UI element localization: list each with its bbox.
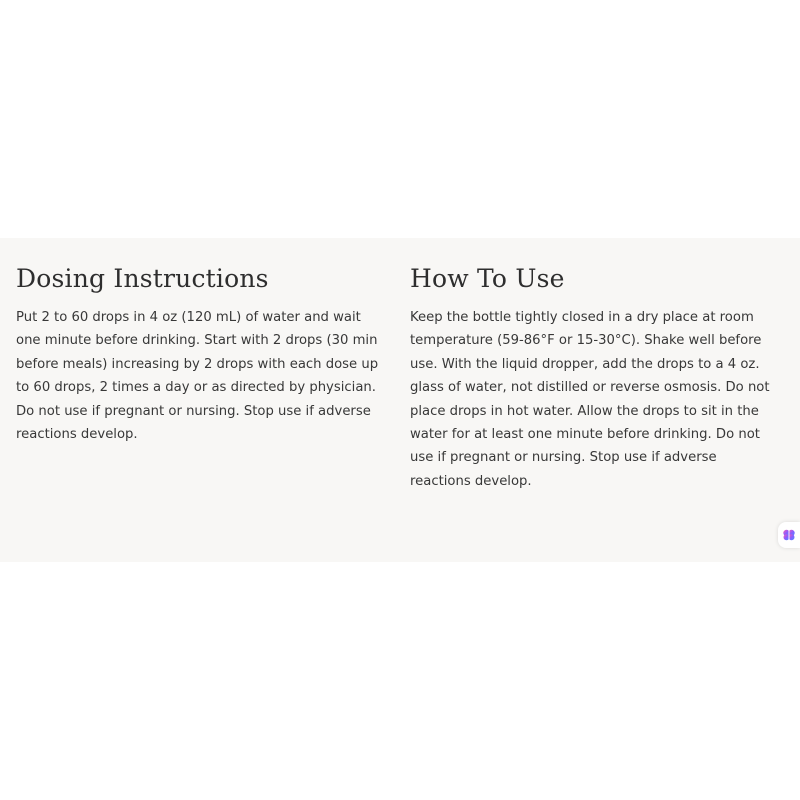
dosing-instructions-heading: Dosing Instructions <box>16 264 269 293</box>
dosing-instructions-column <box>16 262 388 446</box>
how-to-use-heading: How To Use <box>410 264 565 293</box>
dosing-instructions-text: Put 2 to 60 drops in 4 oz (120 mL) of water and wait one minute before drinking. Start with 2 drops (30 min before meals) increasing by 2 drops with each dose up to 60 drops, 2 times a day or as directed by physician. Do not use if pregnant or nursing. Stop use if adverse reactions develop. <box>16 310 379 443</box>
how-to-use-text: Keep the bottle tightly closed in a dry place at room temperature (59-86°F or 15-30°C). Shake well before use. With the liquid dropper, add the drops to a 4 oz. glass of water, not distilled or reverse osmosis. Do not place drops in hot water. Allow the drops to sit in the water for at least one minute before drinking. Do not use if pregnant or nursing. Stop use if adverse reactions develop. <box>410 310 770 489</box>
brain-icon <box>782 528 796 542</box>
floating-assistant-button[interactable] <box>778 522 800 548</box>
how-to-use-column <box>410 262 780 493</box>
